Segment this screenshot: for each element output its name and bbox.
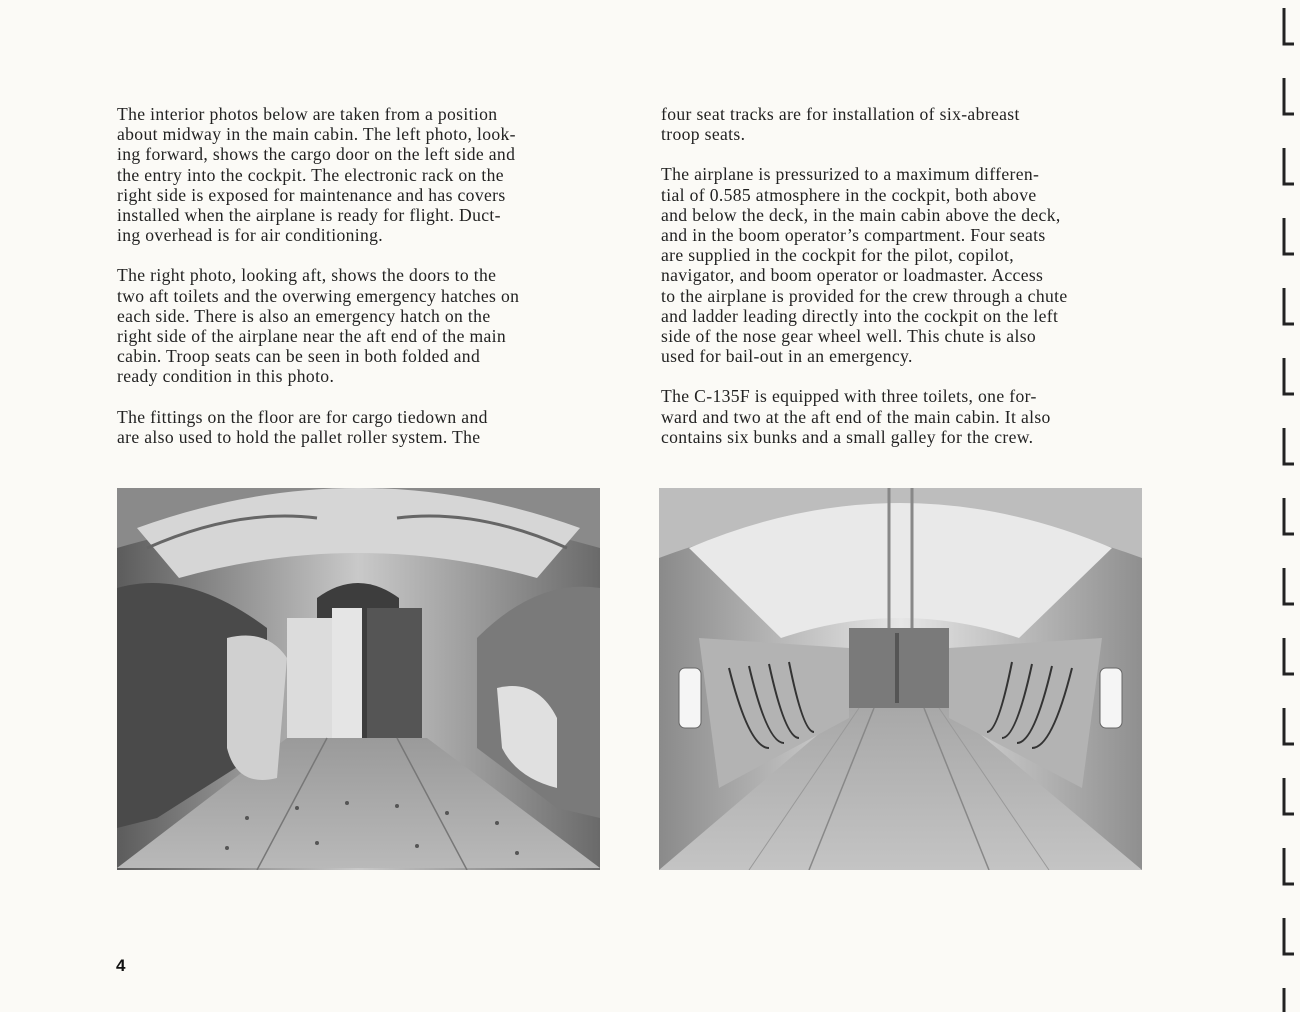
paragraph: The fittings on the floor are for cargo tiedown and are also used to hold the pallet roller system. The xyxy=(117,406,488,447)
paragraph: The C-135F is equipped with three toilets, one for- ward and two at the aft end of the main cabin. It also contains six bunks and a small galley for the crew. xyxy=(661,386,1051,447)
right-text-column xyxy=(661,104,1161,467)
paragraph: four seat tracks are for installation of six-abreast troop seats. xyxy=(661,104,1020,145)
left-text-column xyxy=(117,104,617,467)
paragraph: The interior photos below are taken from a position about midway in the main cabin. The left photo, look- ing forward, shows the cargo door on the left side and the entry into the cockpit. The electronic rack on the right side is exposed for maintenance and has covers installed when the airplane is ready for flight. Duct- ing overhead is for air conditioning. xyxy=(117,104,516,246)
spiral-binding xyxy=(1280,0,1300,1012)
paragraph: The right photo, looking aft, shows the doors to the two aft toilets and the overwing emergency hatches on each side. There is also an emergency hatch on the right side of the airplane near the aft end of the main cabin. Troop seats can be seen in both folded and ready condition in this photo. xyxy=(117,265,520,387)
cabin-forward-photo xyxy=(117,488,600,870)
paragraph: The airplane is pressurized to a maximum differen- tial of 0.585 atmosphere in the cockpit, both above and below the deck, in the main cabin above the deck, and in the boom operator’s compartment. Four seats are supplied in the cockpit for the pilot, copilot, navigator, and boom operator or loadmaster. Access to the airplane is provided for the crew through a chute and ladder leading directly into the cockpit on the left side of the nose gear wheel well. This chute is also used for bail-out in an emergency. xyxy=(661,164,1068,367)
cabin-aft-photo xyxy=(659,488,1142,870)
page-number: 4 xyxy=(116,956,126,975)
